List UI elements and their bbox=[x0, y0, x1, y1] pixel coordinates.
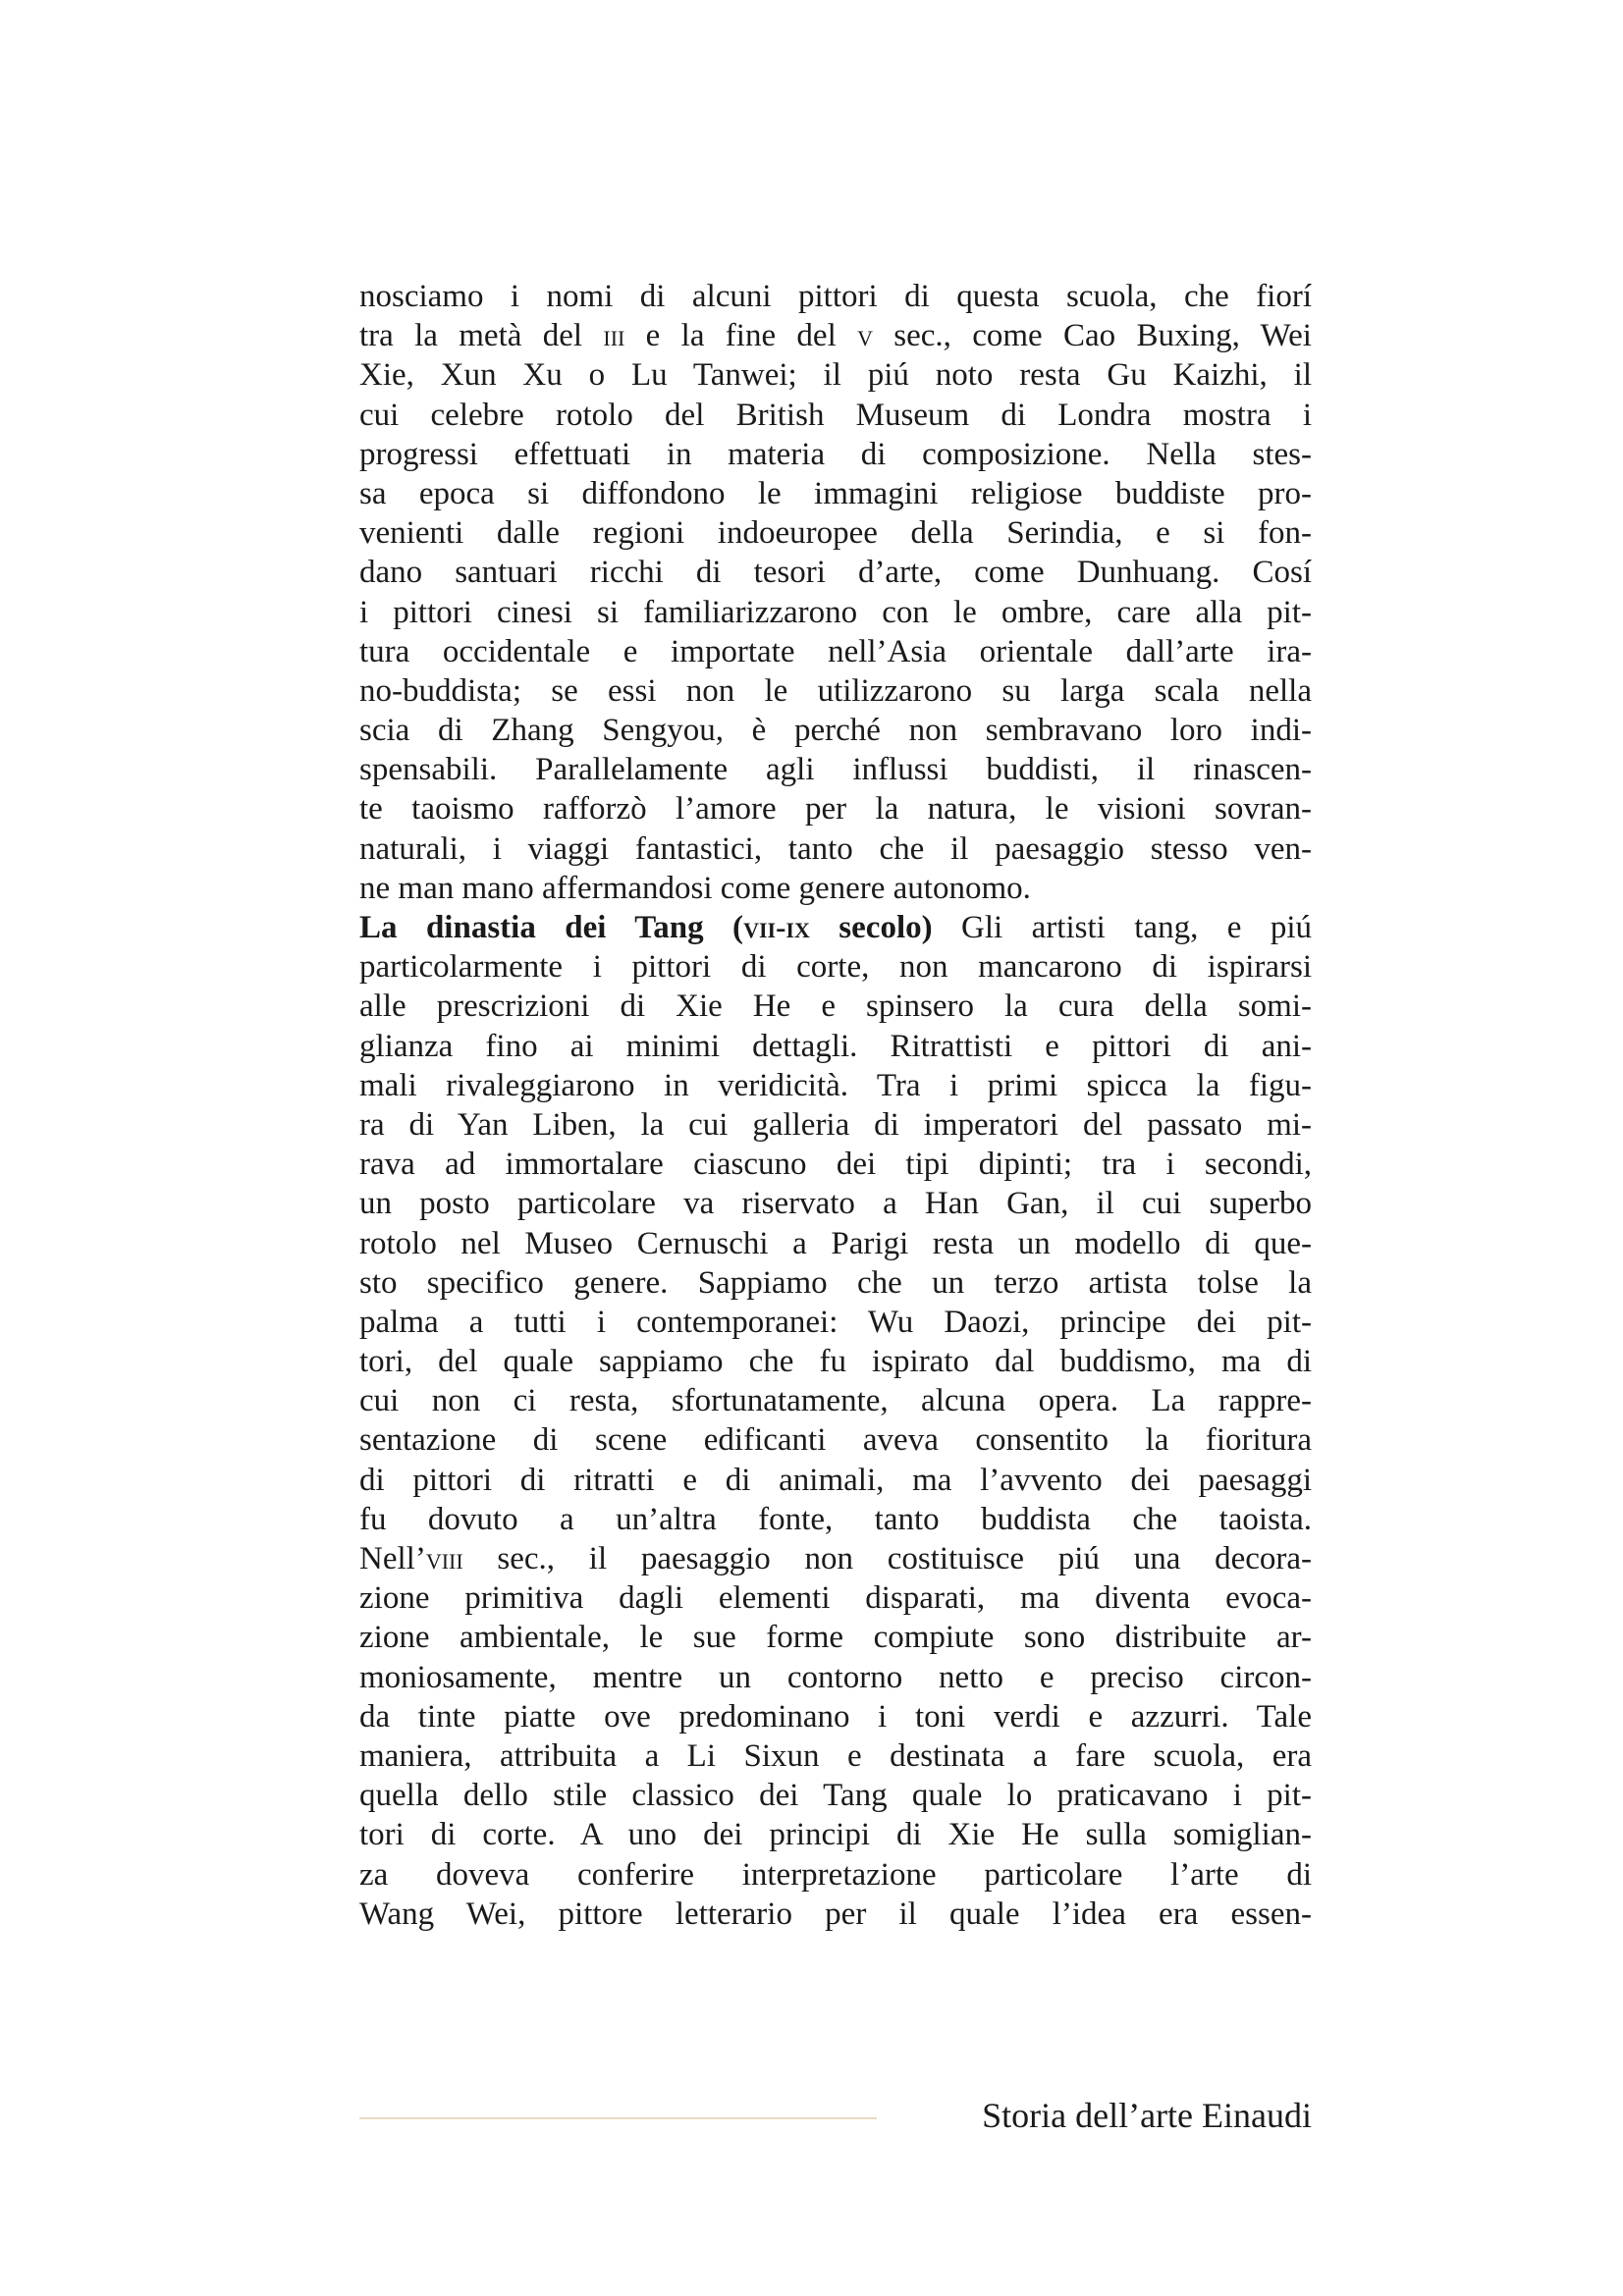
text-run: dano santuari ricchi di tesori d’arte, come Dunhuang. Cosí bbox=[359, 555, 1312, 591]
text-run: fu dovuto a un’altra fonte, tanto buddista che taoista. bbox=[359, 1501, 1312, 1537]
text-run: tura occidentale e importate nell’Asia orientale dall’arte ira- bbox=[359, 633, 1312, 669]
text-run: palma a tutti i contemporanei: Wu Daozi, principe dei pit- bbox=[359, 1304, 1312, 1340]
text-line bbox=[359, 513, 1312, 553]
section-heading: La dinastia dei Tang ( bbox=[359, 910, 744, 945]
text-line bbox=[359, 593, 1312, 632]
text-run: mali rivaleggiarono in veridicità. Tra i primi spicca la figu- bbox=[359, 1067, 1312, 1103]
text-run: da tinte piatte ove predominano i toni verdi e azzurri. Tale bbox=[359, 1698, 1312, 1735]
text-run: spensabili. Parallelamente agli influssi buddisti, il rinascen- bbox=[359, 752, 1312, 788]
text-line bbox=[359, 277, 1312, 316]
text-line bbox=[359, 869, 1312, 908]
text-run: maniera, attribuita a Li Sixun e destinata a fare scuola, era bbox=[359, 1737, 1312, 1774]
text-run: no-buddista; se essi non le utilizzarono su larga scala nella bbox=[359, 672, 1312, 709]
roman-numeral: iii bbox=[603, 318, 625, 353]
text-run: un posto particolare va riservato a Han Gan, il cui superbo bbox=[359, 1186, 1312, 1222]
text-run: Gli artisti tang, e piú bbox=[932, 910, 1313, 945]
text-line bbox=[359, 435, 1312, 474]
text-run: nosciamo i nomi di alcuni pittori di questa scuola, che fiorí bbox=[359, 279, 1312, 314]
page-footer bbox=[359, 2091, 1312, 2140]
text-line bbox=[359, 1776, 1312, 1815]
roman-numeral: viii bbox=[425, 1541, 463, 1575]
text-run: sto specifico genere. Sappiamo che un terzo artista tolse la bbox=[359, 1264, 1312, 1301]
footer-title: Storia dell’arte Einaudi bbox=[982, 2096, 1312, 2135]
text-run: sec., il paesaggio non costituisce piú una decora- bbox=[462, 1541, 1312, 1576]
text-line bbox=[359, 355, 1312, 395]
text-line bbox=[359, 908, 1312, 947]
text-line bbox=[359, 1263, 1312, 1303]
text-run: di pittori di ritratti e di animali, ma l’avvento dei paesaggi bbox=[359, 1462, 1312, 1498]
text-run: venienti dalle regioni indoeuropee della Serindia, e si fon- bbox=[359, 515, 1312, 552]
text-run: ra di Yan Liben, la cui galleria di imperatori del passato mi- bbox=[359, 1106, 1312, 1143]
section-heading: secolo) bbox=[809, 910, 933, 945]
text-line bbox=[359, 1895, 1312, 1934]
text-line bbox=[359, 1461, 1312, 1500]
text-run: zione primitiva dagli elementi disparati, ma diventa evoca- bbox=[359, 1580, 1312, 1617]
text-run: Nell’ bbox=[359, 1541, 426, 1576]
text-line bbox=[359, 1303, 1312, 1342]
text-run: te taoismo rafforzò l’amore per la natura, le visioni sovran- bbox=[359, 791, 1312, 828]
text-run: i pittori cinesi si familiarizzarono con le ombre, care alla pit- bbox=[359, 594, 1312, 630]
text-run: cui non ci resta, sfortunatamente, alcuna opera. La rappre- bbox=[359, 1383, 1312, 1419]
text-run: sentazione di scene edificanti aveva consentito la fioritura bbox=[359, 1422, 1312, 1459]
text-line bbox=[359, 671, 1312, 711]
footer-rule bbox=[359, 2117, 877, 2119]
text-run: moniosamente, mentre un contorno netto e preciso circon- bbox=[359, 1659, 1312, 1695]
text-run: particolarmente i pittori di corte, non mancarono di ispirarsi bbox=[359, 949, 1312, 986]
text-run: Xie, Xun Xu o Lu Tanwei; il piú noto resta Gu Kaizhi, il bbox=[359, 357, 1312, 394]
text-line bbox=[359, 1420, 1312, 1460]
text-line bbox=[359, 750, 1312, 789]
text-line bbox=[359, 1342, 1312, 1381]
text-line bbox=[359, 829, 1312, 869]
text-run: rava ad immortalare ciascuno dei tipi dipinti; tra i secondi, bbox=[359, 1147, 1312, 1183]
text-line bbox=[359, 1539, 1312, 1578]
text-line bbox=[359, 553, 1312, 592]
text-run: glianza fino ai minimi dettagli. Ritrattisti e pittori di ani- bbox=[359, 1028, 1312, 1064]
text-line bbox=[359, 1066, 1312, 1105]
text-run: Wang Wei, pittore letterario per il quale l’idea era essen- bbox=[359, 1896, 1312, 1932]
text-line bbox=[359, 1027, 1312, 1066]
text-run: ne man mano affermandosi come genere autonomo. bbox=[359, 870, 1031, 906]
text-run: e la fine del bbox=[624, 318, 858, 354]
text-run: tori, del quale sappiamo che fu ispirato dal buddismo, ma di bbox=[359, 1344, 1312, 1380]
text-run: sec., come Cao Buxing, Wei bbox=[872, 318, 1312, 354]
text-run: progressi effettuati in materia di composizione. Nella stes- bbox=[359, 436, 1312, 472]
body-text bbox=[359, 277, 1312, 1934]
text-line bbox=[359, 1500, 1312, 1539]
text-line bbox=[359, 789, 1312, 828]
text-line bbox=[359, 1105, 1312, 1145]
text-line bbox=[359, 1184, 1312, 1223]
text-line bbox=[359, 396, 1312, 435]
text-line bbox=[359, 1736, 1312, 1776]
text-line bbox=[359, 711, 1312, 750]
text-line bbox=[359, 1658, 1312, 1697]
text-run: sa epoca si diffondono le immagini religiose buddiste pro- bbox=[359, 475, 1312, 511]
text-line bbox=[359, 1855, 1312, 1895]
text-run: tra la metà del bbox=[359, 318, 604, 354]
text-run: cui celebre rotolo del British Museum di Londra mostra i bbox=[359, 397, 1312, 433]
text-line bbox=[359, 987, 1312, 1026]
text-line bbox=[359, 1697, 1312, 1736]
text-line bbox=[359, 1224, 1312, 1263]
text-line bbox=[359, 316, 1312, 355]
text-line bbox=[359, 1381, 1312, 1420]
text-line bbox=[359, 947, 1312, 987]
text-run: quella dello stile classico dei Tang quale lo praticavano i pit- bbox=[359, 1778, 1312, 1814]
text-line bbox=[359, 474, 1312, 513]
text-run: alle prescrizioni di Xie He e spinsero la cura della somi- bbox=[359, 988, 1312, 1025]
text-run: zione ambientale, le sue forme compiute sono distribuite ar- bbox=[359, 1620, 1312, 1656]
text-line bbox=[359, 1578, 1312, 1618]
text-run: tori di corte. A uno dei principi di Xie He sulla somiglian- bbox=[359, 1817, 1312, 1853]
roman-numeral: v bbox=[857, 318, 873, 353]
text-run: rotolo nel Museo Cernuschi a Parigi resta un modello di que- bbox=[359, 1225, 1312, 1261]
text-run: naturali, i viaggi fantastici, tanto che il paesaggio stesso ven- bbox=[359, 830, 1312, 867]
text-line bbox=[359, 632, 1312, 671]
section-heading-numeral: vii-ix bbox=[743, 910, 810, 944]
text-line bbox=[359, 1815, 1312, 1854]
text-run: scia di Zhang Sengyou, è perché non sembravano loro indi- bbox=[359, 713, 1312, 749]
text-line bbox=[359, 1145, 1312, 1184]
text-line bbox=[359, 1618, 1312, 1657]
text-run: za doveva conferire interpretazione particolare l’arte di bbox=[359, 1856, 1312, 1893]
